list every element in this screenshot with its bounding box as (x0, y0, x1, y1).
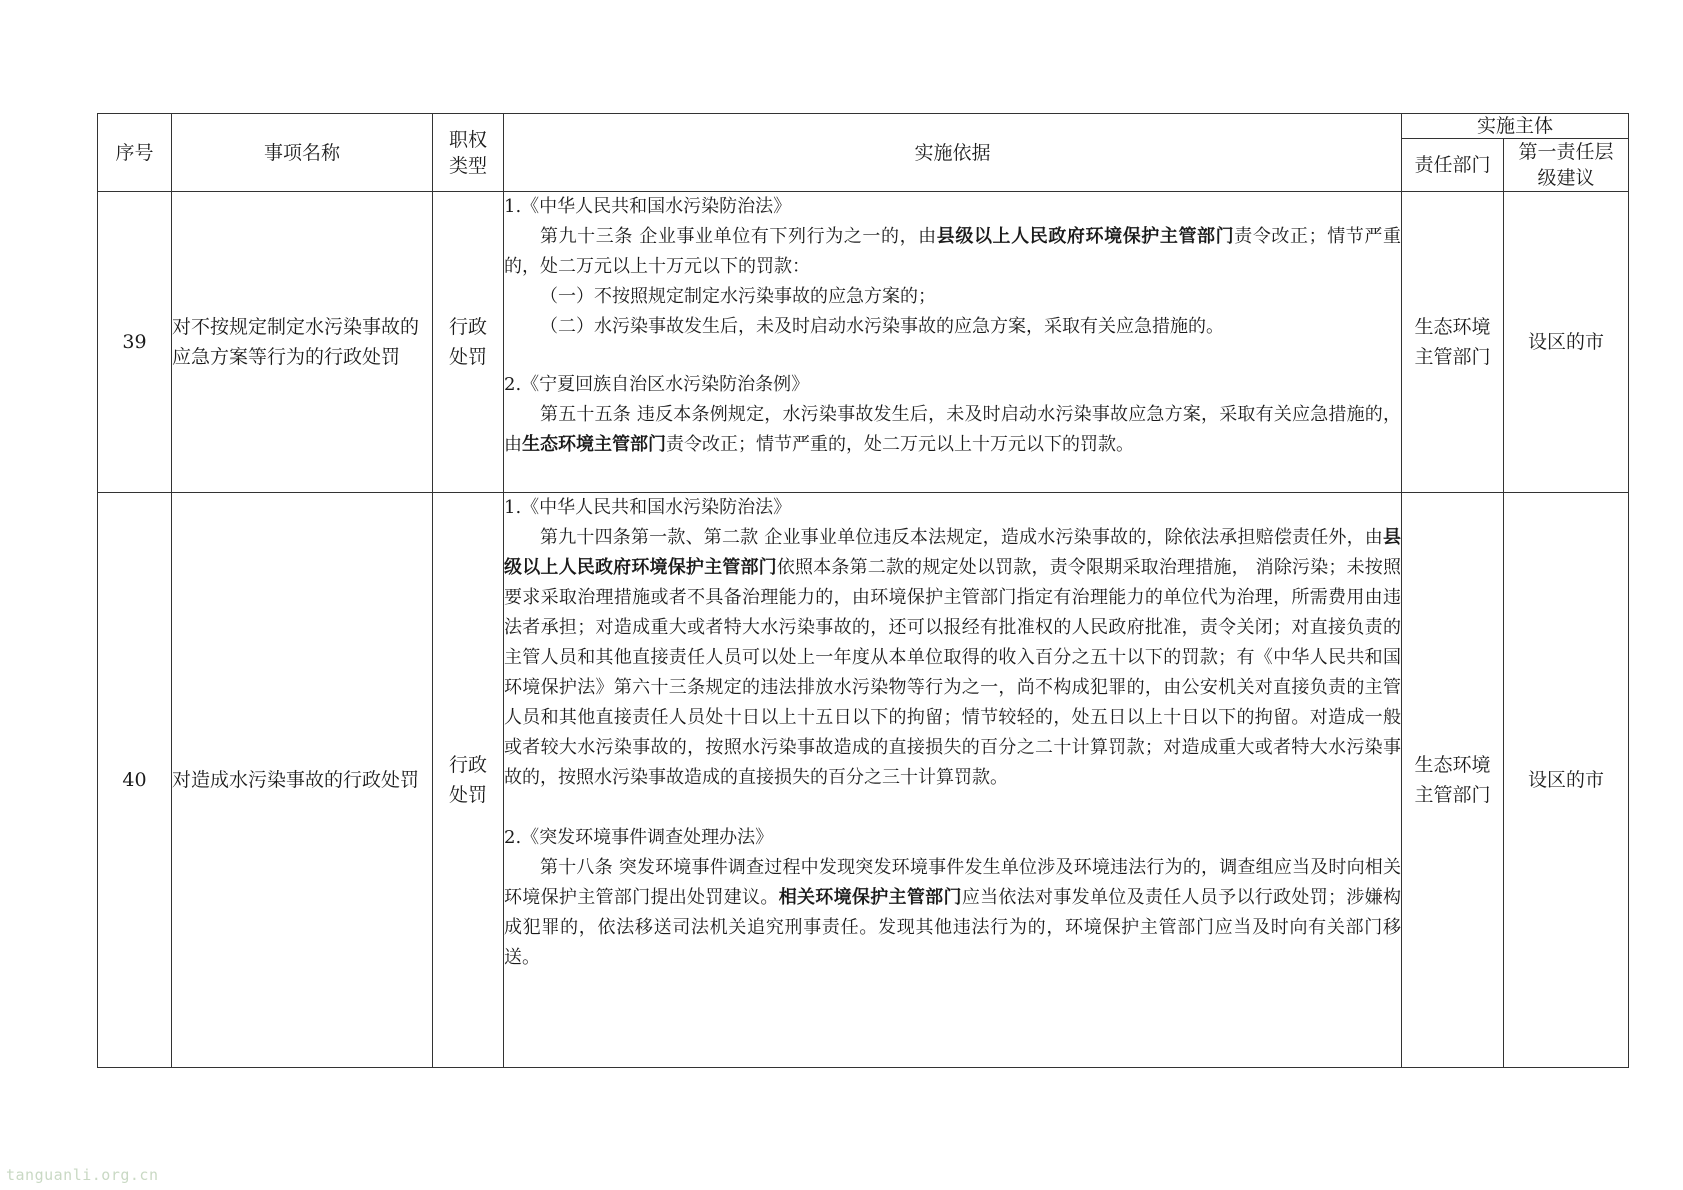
row-dept: 生态环境主管部门 (1402, 493, 1504, 1068)
row-level: 设区的市 (1504, 493, 1629, 1068)
row-seq: 40 (98, 493, 172, 1068)
responsible-authority: 县级以上人民政府环境保护主管部门 (504, 527, 1401, 578)
header-subject-group: 实施主体 (1402, 114, 1629, 139)
law-item: （一）不按照规定制定水污染事故的应急方案的； (540, 286, 936, 307)
header-seq: 序号 (98, 114, 172, 192)
header-name: 事项名称 (172, 114, 433, 192)
row-seq: 39 (98, 192, 172, 493)
law-item: （二）水污染事故发生后，未及时启动水污染事故的应急方案，采取有关应急措施的。 (540, 316, 1224, 337)
responsible-authority: 县级以上人民政府环境保护主管部门 (936, 226, 1235, 247)
row-type: 行政处罚 (433, 493, 504, 1068)
law-title: 1.《中华人民共和国水污染防治法》 (504, 497, 792, 518)
law-title: 1.《中华人民共和国水污染防治法》 (504, 196, 792, 217)
law-title: 2.《突发环境事件调查处理办法》 (504, 827, 774, 848)
header-dept: 责任部门 (1402, 139, 1504, 192)
law-article: 第十八条 突发环境事件调查过程中发现突发环境事件发生单位涉及环境违法行为的，调查组应当及时向相关环境保护主管部门提出处罚建议。相关环境保护主管部门应当依法对事发单位及责任人员予以行政处罚；涉嫌构成犯罪的，依法移送司法机关追究刑事责任。发现其他违法行为的，环境保护主管部门应当及时向有关部门移送。 (504, 857, 1401, 968)
row-level: 设区的市 (1504, 192, 1629, 493)
row-name: 对不按规定制定水污染事故的应急方案等行为的行政处罚 (172, 192, 433, 493)
row-basis (504, 192, 1402, 493)
administrative-penalty-table (97, 113, 1629, 1068)
header-basis: 实施依据 (504, 114, 1402, 192)
row-basis (504, 493, 1402, 1068)
header-type: 职权类型 (433, 114, 504, 192)
table-row (98, 493, 1629, 1068)
row-type: 行政处罚 (433, 192, 504, 493)
responsible-authority: 相关环境保护主管部门 (778, 887, 962, 908)
site-watermark: tanguanli.org.cn (6, 1166, 159, 1184)
row-dept: 生态环境主管部门 (1402, 192, 1504, 493)
responsible-authority: 生态环境主管部门 (522, 434, 666, 455)
table-row (98, 192, 1629, 493)
header-level: 第一责任层级建议 (1504, 139, 1629, 192)
law-article: 第九十三条 企业事业单位有下列行为之一的，由县级以上人民政府环境保护主管部门责令改正；情节严重的，处二万元以上十万元以下的罚款： (504, 226, 1401, 277)
law-article: 第九十四条第一款、第二款 企业事业单位违反本法规定，造成水污染事故的，除依法承担赔偿责任外，由县级以上人民政府环境保护主管部门依照本条第二款的规定处以罚款，责令限期采取治理措施， 消除污染；未按照要求采取治理措施或者不具备治理能力的，由环境保护主管部门指定有治理能力的单位代为治理，所需费用由违法者承担；对造成重大或者特大水污染事故的，还可以报经有批准权的人民政府批准，责令关闭；对直接负责的主管人员和其他直接责任人员可以处上一年度从本单位取得的收入百分之五十以下的罚款；有《中华人民共和国环境保护法》第六十三条规定的违法排放水污染物等行为之一，尚不构成犯罪的，由公安机关对直接负责的主管人员和其他直接责任人员处十日以上十五日以下的拘留；情节较轻的，处五日以上十日以下的拘留。对造成一般或者较大水污染事故的，按照水污染事故造成的直接损失的百分之二十计算罚款；对造成重大或者特大水污染事故的，按照水污染事故造成的直接损失的百分之三十计算罚款。 (504, 527, 1402, 788)
row-name: 对造成水污染事故的行政处罚 (172, 493, 433, 1068)
law-title: 2.《宁夏回族自治区水污染防治条例》 (504, 374, 810, 395)
law-article: 第五十五条 违反本条例规定，水污染事故发生后，未及时启动水污染事故应急方案，采取有关应急措施的，由生态环境主管部门责令改正；情节严重的，处二万元以上十万元以下的罚款。 (504, 404, 1401, 455)
